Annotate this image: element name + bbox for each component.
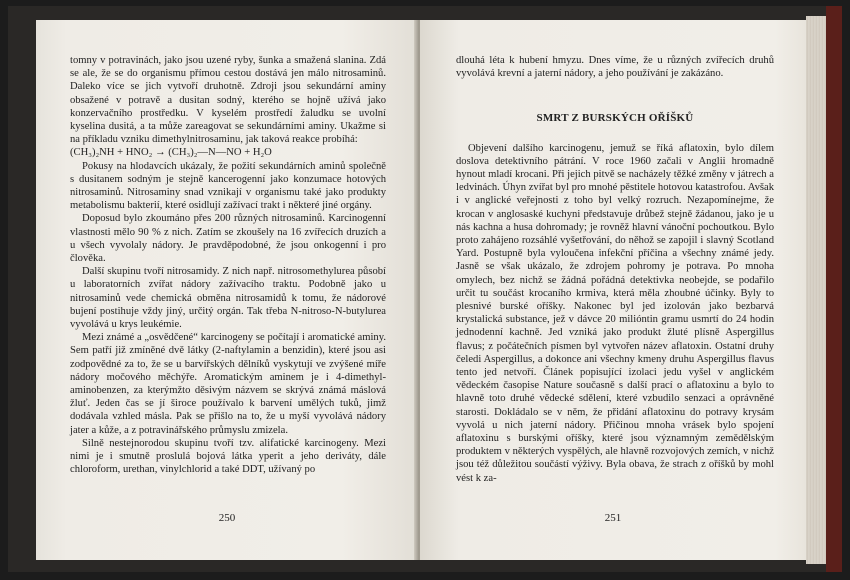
left-page [36, 20, 418, 560]
page-number-right: 251 [604, 512, 622, 524]
paragraph: Další skupinu tvoří nitrosamidy. Z nich např. nitrosomethylurea působí u laboratorních zvířat nádory zažívacího traktu. Podobně jako u nitrosaminů vede chemická obměna nitrosamidů k tomu, že nádorové bujení postihuje vždy jiný, určitý orgán. Tak třeba N-nitroso-N-butylurea vyvolává u krys leukémie. [70, 266, 386, 331]
open-book [8, 6, 842, 572]
chapter-title: SMRT Z BURSKÝCH OŘÍŠKŮ [536, 112, 694, 125]
paragraph: dlouhá léta k hubení hmyzu. Dnes víme, že u různých zvířecích druhů vyvolává krevní a jaterní nádory, a jeho používání je zakázáno. [456, 55, 774, 80]
page-edges [806, 16, 828, 564]
right-page [420, 20, 806, 560]
right-page-text [456, 54, 774, 485]
paragraph: tomny v potravinách, jako jsou uzené ryby, šunka a smažená slanina. Zdá se ale, že se do organismu přímou cestou dostává jen málo nitrosaminů. Daleko více se jich vytvoří druhotně. Zdroji jsou sekundární aminy obsažené v potravě a dusitan sodný, kterého se hojně užívá jako konzervačního prostředku. V kyselém prostředí žaludku se uvolní kyselina dusitá, a ta může zareagovat se sekundárními aminy. Ukažme si na příkladu vzniku dimethylnitrosaminu, jak taková reakce probíhá: [70, 55, 386, 146]
chemical-equation: (CH₃)₂NH + HNO₂ → (CH₃)₂—N—NO + H₂O [70, 147, 272, 159]
book-cover [826, 6, 842, 572]
paragraph: Doposud bylo zkoumáno přes 200 různých nitrosaminů. Karcinogenní vlastnosti mělo 90 % z nich. Zatím se zkoušely na 16 zvířecích druzích a u všech vyvolaly nádory. Je pravděpodobné, že jsou onkogenní i pro člověka. [70, 213, 386, 265]
page-number-left: 250 [218, 512, 236, 524]
paragraph: Silně nestejnorodou skupinu tvoří tzv. alifatické karcinogeny. Mezi nimi je i smutně proslulá bojová látka yperit a jeho deriváty, dále chloroform, urethan, vinylchlorid a také DDT, užívaný po [70, 437, 386, 476]
paragraph: Mezi známé a „osvědčené“ karcinogeny se počítají i aromatické aminy. Sem patří již zmíněné dvě látky (2-naftylamin a benzidin), které jsou asi zodpovědné za to, že se u barvířských dělníků vyskytují ve zvýšené míře nádory močového měchýře. Aromatickým aminem je i 4-dimethyl-aminobenzen, za kterýmžto děsivým názvem se skrývá známá máslová žluť. Jeden čas se jí široce používalo k barvení umělých tuků, jimž dodávala vzhled másla. Pak se přišlo na to, že u myší vyvolává nádory jater a kůže, a z potravinářského průmyslu zmizela. [70, 332, 386, 436]
paragraph: Pokusy na hlodavcích ukázaly, že požití sekundárních aminů společně s dusitanem sodným je stejně kancerogenní jako konzumace hotových nitrosaminů. Nitrosaminy snad vznikají v organismu také jako produkty metabolismu bakterií, které osidlují zažívací trakt i některé jiné orgány. [70, 160, 386, 212]
left-page-text [70, 54, 386, 477]
paragraph: Objevení dalšího karcinogenu, jemuž se říká aflatoxin, bylo dílem doslova detektivního pátrání. V roce 1960 začali v Anglii hromadně hynout mladí krocani. Při jejich pitvě se nacházely těžké změny v játrech a ledvinách. Úhyn zvířat byl pro mnohé pěstitele hotovou katastrofou. Avšak i v anglické veřejnosti z toho byl velký rozruch. Nezapomínejme, že krocan v anglosaské kuchyni představuje drůbež stejně žádanou, jako je u nás kachna a husa dohromady; je rovněž hlavní vánoční pochoutkou. Bylo proto zahájeno rozsáhlé vyšetřování, do něhož se zapojil i slavný Scotland Yard. Postupně byla vyloučena infekční příčina a všechny známé jedy. Jasně se však ukázalo, že zdrojem pohromy je potrava. Po mnoha omylech, bez nichž se žádná pořádná detektivka neobejde, se podařilo určit tu součást krocaního krmiva, která měla zhoubné účinky. Byly to plesnivé burské oříšky. Nakonec byl jed izolován jako bezbarvá krystalická substance, jež v dávce 20 milióntin gramu usmrtí do 24 hodin jednodenní kachně. Jed vzniká jako produkt žluté plísně Aspergillus flavus; z počátečních písmen byl vytvořen název aflatoxin. Ostatní druhy čeledi Aspergillus, a dokonce ani všechny kmeny druhu Aspergillus flavus tento jed netvoří. Článek popisující izolaci jedu vyšel v anglickém vědeckém časopise Nature současně s další prací o aflatoxinu a bylo to hlavně toto druhé vědecké sdělení, které vzbudilo senzaci a oprávněné starosti. Dokládalo se v něm, že přidání aflatoxinu do potravy krysám vyvolá u nich jaterní nádory. Přičinou mnoha vrásek bylo spojení aflatoxinu s burskými oříšky, které jsou významným zemědělským produktem v některých vyspělých, ale hlavně rozvojových zemích, v nichž jsou též důležitou součástí výživy. Byla obava, že strach z oříšků by mohl vést k za- [456, 142, 774, 484]
